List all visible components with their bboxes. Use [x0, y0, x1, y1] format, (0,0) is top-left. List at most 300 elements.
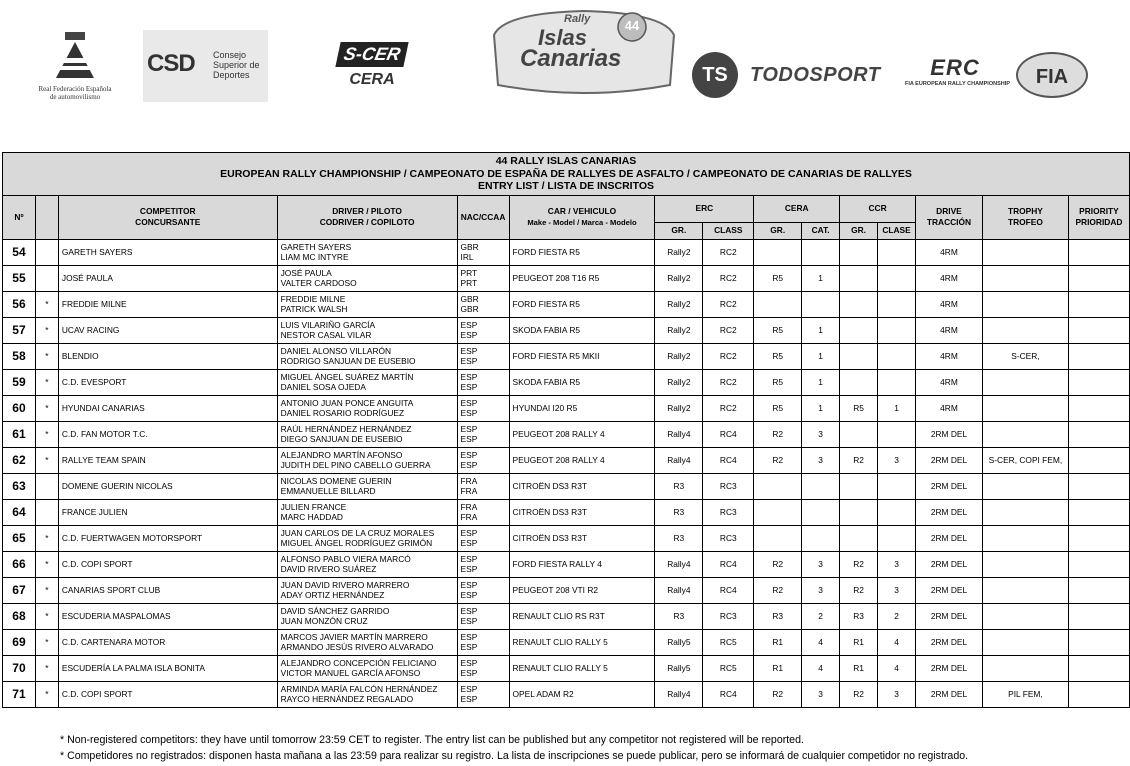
codriver-nationality: FRA	[460, 512, 478, 522]
priority	[1068, 473, 1129, 499]
codriver-name: ARMANDO JESÚS RIVERO ALVARADO	[280, 642, 434, 652]
driver-nationality: ESP	[460, 684, 478, 694]
ccr-class: 4	[878, 629, 916, 655]
competitor-name: C.D. EVESPORT	[58, 369, 277, 395]
competitor-label-en: COMPETITOR	[139, 206, 196, 216]
erc-mark: ERC	[930, 55, 980, 80]
erc-class: RC5	[703, 655, 754, 681]
car-model: FORD FIESTA RALLY 4	[509, 551, 655, 577]
trophy	[982, 473, 1068, 499]
erc-group: R3	[655, 525, 703, 551]
csd-line-2: Superior de	[213, 60, 260, 70]
drive-type: 2RM DEL	[916, 603, 983, 629]
footnote-english: * Non-registered competitors: they have until tomorrow 23:59 CET to register. The entry list can be published but any competitor not registered will be reported.	[60, 734, 804, 746]
car-model: FORD FIESTA R5	[509, 291, 655, 317]
crew-cell	[277, 473, 457, 499]
codriver-nationality: ESP	[460, 642, 478, 652]
competitor-name: UCAV RACING	[58, 317, 277, 343]
codriver-nationality: ESP	[460, 668, 478, 678]
cera-group	[754, 291, 802, 317]
drive-type: 2RM DEL	[916, 577, 983, 603]
col-header-car	[509, 195, 655, 239]
priority	[1068, 291, 1129, 317]
priority	[1068, 603, 1129, 629]
car-model: PEUGEOT 208 RALLY 4	[509, 421, 655, 447]
rally-top-word: Rally	[564, 13, 591, 25]
table-row	[3, 343, 1130, 369]
col-header-registration-mark	[35, 195, 58, 239]
codriver-name: JUAN MONZÓN CRUZ	[280, 616, 368, 626]
driver-name: DANIEL ALONSO VILLARÓN	[280, 346, 392, 356]
crew-cell	[277, 681, 457, 707]
ccr-group: R5	[840, 395, 878, 421]
trophy	[982, 577, 1068, 603]
cera-group: R2	[754, 447, 802, 473]
erc-group: R3	[655, 603, 703, 629]
registration-mark: *	[35, 655, 58, 681]
driver-nationality: ESP	[460, 658, 478, 668]
priority-label-en: PRIORITY	[1079, 206, 1119, 216]
table-row	[3, 603, 1130, 629]
driver-name: GARETH SAYERS	[280, 242, 352, 252]
trophy	[982, 421, 1068, 447]
codriver-name: LIAM MC INTYRE	[280, 252, 349, 262]
competitor-name: JOSÉ PAULA	[58, 265, 277, 291]
table-row	[3, 447, 1130, 473]
trophy	[982, 395, 1068, 421]
cera-category: 1	[802, 395, 840, 421]
cera-group	[754, 473, 802, 499]
driver-nationality: ESP	[460, 346, 478, 356]
car-model: SKODA FABIA R5	[509, 369, 655, 395]
priority	[1068, 681, 1129, 707]
driver-nationality: ESP	[460, 632, 478, 642]
priority	[1068, 499, 1129, 525]
drive-type: 4RM	[916, 265, 983, 291]
trophy: PIL FEM,	[982, 681, 1068, 707]
registration-mark	[35, 265, 58, 291]
car-model: PEUGEOT 208 T16 R5	[509, 265, 655, 291]
competitor-name: CANARIAS SPORT CLUB	[58, 577, 277, 603]
car-model: CITROËN DS3 R3T	[509, 473, 655, 499]
erc-class: RC4	[703, 681, 754, 707]
codriver-label: CODRIVER / COPILOTO	[319, 217, 415, 227]
crew-cell	[277, 603, 457, 629]
col-header-erc: ERC	[655, 195, 754, 222]
ccr-group: R1	[840, 629, 878, 655]
registration-mark: *	[35, 395, 58, 421]
driver-nationality: ESP	[460, 528, 478, 538]
entry-list-table	[2, 152, 1130, 708]
priority	[1068, 577, 1129, 603]
codriver-nationality: ESP	[460, 564, 478, 574]
competitor-name: ESCUDERÍA LA PALMA ISLA BONITA	[58, 655, 277, 681]
driver-name: JUAN CARLOS DE LA CRUZ MORALES	[280, 528, 435, 538]
codriver-name: MARC HADDAD	[280, 512, 343, 522]
driver-nationality: ESP	[460, 606, 478, 616]
trophy	[982, 265, 1068, 291]
cera-group: R5	[754, 369, 802, 395]
codriver-nationality: ESP	[460, 538, 478, 548]
ccr-class	[878, 499, 916, 525]
table-row	[3, 577, 1130, 603]
drive-type: 2RM DEL	[916, 551, 983, 577]
priority	[1068, 525, 1129, 551]
csd-abbr: CSD	[147, 50, 195, 77]
competitor-name: FREDDIE MILNE	[58, 291, 277, 317]
competitor-name: RALLYE TEAM SPAIN	[58, 447, 277, 473]
crew-cell	[277, 629, 457, 655]
table-row	[3, 395, 1130, 421]
car-model: FORD FIESTA R5 MKII	[509, 343, 655, 369]
ccr-group: R3	[840, 603, 878, 629]
cera-category: 1	[802, 343, 840, 369]
priority	[1068, 655, 1129, 681]
drive-type: 2RM DEL	[916, 499, 983, 525]
crew-cell	[277, 317, 457, 343]
drive-type: 4RM	[916, 369, 983, 395]
entry-number: 55	[3, 265, 36, 291]
car-model: RENAULT CLIO RS R3T	[509, 603, 655, 629]
codriver-nationality: ESP	[460, 590, 478, 600]
table-row	[3, 369, 1130, 395]
nationality-cell	[457, 447, 509, 473]
rally-canarias-word: Canarias	[520, 45, 622, 72]
ccr-class	[878, 473, 916, 499]
ccr-class: 3	[878, 551, 916, 577]
trophy	[982, 525, 1068, 551]
car-label: CAR / VEHICULO	[547, 206, 617, 216]
entry-list-title: ENTRY LIST / LISTA DE INSCRITOS	[478, 180, 654, 192]
ccr-class	[878, 291, 916, 317]
registration-mark: *	[35, 291, 58, 317]
trophy	[982, 603, 1068, 629]
driver-name: LUIS VILARIÑO GARCÍA	[280, 320, 376, 330]
nationality-cell	[457, 551, 509, 577]
registration-mark	[35, 473, 58, 499]
codriver-name: RAYCO HERNÁNDEZ REGALADO	[280, 694, 414, 704]
col-header-ccr: CCR	[840, 195, 916, 222]
trophy	[982, 499, 1068, 525]
col-header-erc-class: CLASS	[703, 222, 754, 239]
priority	[1068, 343, 1129, 369]
entry-number: 58	[3, 343, 36, 369]
drive-type: 2RM DEL	[916, 681, 983, 707]
erc-group: Rally2	[655, 343, 703, 369]
erc-class: RC2	[703, 369, 754, 395]
ccr-class: 1	[878, 395, 916, 421]
nationality-cell	[457, 629, 509, 655]
erc-group: Rally4	[655, 421, 703, 447]
ccr-group	[840, 291, 878, 317]
nationality-cell	[457, 343, 509, 369]
ccr-class	[878, 239, 916, 265]
registration-mark: *	[35, 525, 58, 551]
crew-cell	[277, 265, 457, 291]
crew-cell	[277, 551, 457, 577]
todosport-logo	[692, 52, 897, 100]
cera-group: R2	[754, 421, 802, 447]
erc-class: RC3	[703, 473, 754, 499]
crew-cell	[277, 655, 457, 681]
erc-class: RC4	[703, 447, 754, 473]
table-row	[3, 681, 1130, 707]
cera-group: R5	[754, 265, 802, 291]
rfea-text-1: Real Federación Española	[38, 85, 112, 93]
cera-category: 3	[802, 551, 840, 577]
table-row	[3, 317, 1130, 343]
driver-nationality: PRT	[460, 268, 478, 278]
col-header-competitor	[58, 195, 277, 239]
registration-mark: *	[35, 603, 58, 629]
ts-circle-mark: TS	[692, 52, 738, 98]
entry-number: 66	[3, 551, 36, 577]
drive-type: 4RM	[916, 317, 983, 343]
col-header-erc-group: GR.	[655, 222, 703, 239]
driver-name: ALEJANDRO CONCEPCIÓN FELICIANO	[280, 658, 437, 668]
car-model: PEUGEOT 208 RALLY 4	[509, 447, 655, 473]
erc-subtitle: FIA EUROPEAN RALLY CHAMPIONSHIP	[905, 81, 1010, 87]
codriver-nationality: ESP	[460, 434, 478, 444]
drive-type: 2RM DEL	[916, 655, 983, 681]
col-header-cera-group: GR.	[754, 222, 802, 239]
ccr-group	[840, 369, 878, 395]
sponsor-logo-bar	[0, 0, 1130, 150]
car-model: CITROËN DS3 R3T	[509, 499, 655, 525]
ccr-class	[878, 421, 916, 447]
drive-label-es: TRACCIÓN	[926, 217, 972, 227]
entry-number: 54	[3, 239, 36, 265]
registration-mark: *	[35, 681, 58, 707]
registration-mark: *	[35, 629, 58, 655]
fia-mark: FIA	[1016, 52, 1088, 98]
codriver-name: DIEGO SANJUAN DE EUSEBIO	[280, 434, 403, 444]
ccr-group	[840, 343, 878, 369]
competitor-name: C.D. CARTENARA MOTOR	[58, 629, 277, 655]
trophy: S-CER, COPI FEM,	[982, 447, 1068, 473]
cera-group: R5	[754, 395, 802, 421]
competitor-name: C.D. COPI SPORT	[58, 681, 277, 707]
table-row	[3, 551, 1130, 577]
erc-class: RC4	[703, 421, 754, 447]
driver-name: ALEJANDRO MARTÍN AFONSO	[280, 450, 403, 460]
erc-group: R3	[655, 499, 703, 525]
car-model: CITROËN DS3 R3T	[509, 525, 655, 551]
priority	[1068, 369, 1129, 395]
ccr-class	[878, 317, 916, 343]
crew-cell	[277, 525, 457, 551]
driver-name: MIGUEL ÁNGEL SUÁREZ MARTÍN	[280, 372, 414, 382]
driver-name: JULIEN FRANCE	[280, 502, 347, 512]
rfea-logo	[30, 30, 120, 100]
driver-name: JUAN DAVID RIVERO MARRERO	[280, 580, 410, 590]
nationality-cell	[457, 265, 509, 291]
erc-group: Rally2	[655, 317, 703, 343]
nationality-cell	[457, 421, 509, 447]
codriver-nationality: ESP	[460, 408, 478, 418]
codriver-name: ADAY ORTIZ HERNÁNDEZ	[280, 590, 385, 600]
priority	[1068, 551, 1129, 577]
driver-nationality: GBR	[460, 294, 479, 304]
trophy-label-es: TROFEO	[1007, 217, 1043, 227]
col-header-cera: CERA	[754, 195, 840, 222]
trophy	[982, 317, 1068, 343]
col-header-nationality: NAC/CCAA	[457, 195, 509, 239]
nationality-cell	[457, 577, 509, 603]
drive-type: 4RM	[916, 395, 983, 421]
erc-group: Rally2	[655, 395, 703, 421]
entry-number: 62	[3, 447, 36, 473]
priority	[1068, 265, 1129, 291]
nationality-cell	[457, 603, 509, 629]
ccr-class: 3	[878, 681, 916, 707]
driver-nationality: ESP	[460, 424, 478, 434]
ccr-class: 2	[878, 603, 916, 629]
registration-mark: *	[35, 577, 58, 603]
col-header-drive	[916, 195, 983, 239]
codriver-nationality: FRA	[460, 486, 478, 496]
ccr-class: 3	[878, 447, 916, 473]
ccr-group: R2	[840, 681, 878, 707]
priority	[1068, 395, 1129, 421]
registration-mark	[35, 239, 58, 265]
nationality-cell	[457, 655, 509, 681]
crew-cell	[277, 499, 457, 525]
cera-mark: CERA	[349, 71, 395, 88]
codriver-nationality: ESP	[460, 330, 478, 340]
ccr-group	[840, 421, 878, 447]
registration-mark	[35, 499, 58, 525]
cera-group: R2	[754, 551, 802, 577]
trophy-label-en: TROPHY	[1007, 206, 1043, 216]
codriver-nationality: ESP	[460, 356, 478, 366]
codriver-name: PATRICK WALSH	[280, 304, 348, 314]
erc-class: RC3	[703, 499, 754, 525]
ccr-class: 4	[878, 655, 916, 681]
cera-category: 4	[802, 655, 840, 681]
ccr-group	[840, 499, 878, 525]
competitor-name: GARETH SAYERS	[58, 239, 277, 265]
table-row	[3, 291, 1130, 317]
nationality-cell	[457, 525, 509, 551]
codriver-name: NESTOR CASAL VILAR	[280, 330, 372, 340]
erc-group: Rally2	[655, 291, 703, 317]
entry-number: 56	[3, 291, 36, 317]
col-header-ccr-group: GR.	[840, 222, 878, 239]
registration-mark: *	[35, 551, 58, 577]
cera-group	[754, 499, 802, 525]
rally-islas-word: Islas	[538, 25, 587, 50]
erc-class: RC3	[703, 603, 754, 629]
driver-label: DRIVER / PILOTO	[332, 206, 402, 216]
cera-category	[802, 525, 840, 551]
table-row	[3, 525, 1130, 551]
codriver-name: JUDITH DEL PINO CABELLO GUERRA	[280, 460, 431, 470]
competitor-label-es: CONCURSANTE	[135, 217, 201, 227]
cera-category: 4	[802, 629, 840, 655]
crew-cell	[277, 291, 457, 317]
erc-group: Rally2	[655, 239, 703, 265]
priority	[1068, 629, 1129, 655]
cera-category: 3	[802, 681, 840, 707]
erc-logo	[905, 55, 1010, 101]
crew-cell	[277, 395, 457, 421]
rally-44-badge: 44	[624, 18, 640, 33]
entry-number: 57	[3, 317, 36, 343]
trophy	[982, 629, 1068, 655]
ccr-group	[840, 239, 878, 265]
driver-nationality: ESP	[460, 580, 478, 590]
driver-name: ALFONSO PABLO VIERA MARCÓ	[280, 554, 411, 564]
competitor-name: ESCUDERIA MASPALOMAS	[58, 603, 277, 629]
table-row	[3, 421, 1130, 447]
fia-logo	[1016, 52, 1092, 100]
codriver-name: VICTOR MANUEL GARCÍA AFONSO	[280, 668, 421, 678]
championship-title: EUROPEAN RALLY CHAMPIONSHIP / CAMPEONATO DE ESPAÑA DE RALLYES DE ASFALTO / CAMPEONATO DE CANARIAS DE RALLYES	[220, 167, 912, 180]
table-row	[3, 655, 1130, 681]
ccr-class	[878, 343, 916, 369]
priority	[1068, 239, 1129, 265]
cera-group: R5	[754, 343, 802, 369]
nationality-cell	[457, 317, 509, 343]
competitor-name: HYUNDAI CANARIAS	[58, 395, 277, 421]
nationality-cell	[457, 473, 509, 499]
rfea-emblem-icon	[30, 30, 120, 80]
drive-type: 2RM DEL	[916, 447, 983, 473]
driver-nationality: ESP	[460, 398, 478, 408]
ccr-class: 3	[878, 577, 916, 603]
entry-number: 67	[3, 577, 36, 603]
entry-number: 63	[3, 473, 36, 499]
col-header-priority	[1068, 195, 1129, 239]
car-model: RENAULT CLIO RALLY 5	[509, 655, 655, 681]
erc-group: R3	[655, 473, 703, 499]
table-row	[3, 473, 1130, 499]
cera-group: R1	[754, 655, 802, 681]
codriver-nationality: ESP	[460, 460, 478, 470]
erc-group: Rally2	[655, 265, 703, 291]
scer-mark: S-CER	[335, 42, 408, 67]
cera-category	[802, 239, 840, 265]
trophy	[982, 239, 1068, 265]
driver-name: JOSÉ PAULA	[280, 268, 332, 278]
csd-logo	[143, 30, 268, 102]
col-header-driver	[277, 195, 457, 239]
erc-group: Rally4	[655, 577, 703, 603]
erc-class: RC2	[703, 239, 754, 265]
competitor-name: DOMENE GUERIN NICOLAS	[58, 473, 277, 499]
drive-type: 4RM	[916, 239, 983, 265]
entry-number: 65	[3, 525, 36, 551]
col-header-trophy	[982, 195, 1068, 239]
registration-mark: *	[35, 317, 58, 343]
erc-group: Rally4	[655, 681, 703, 707]
drive-type: 4RM	[916, 291, 983, 317]
nationality-cell	[457, 395, 509, 421]
col-header-cera-category: CAT.	[802, 222, 840, 239]
driver-nationality: FRA	[460, 476, 478, 486]
competitor-name: FRANCE JULIEN	[58, 499, 277, 525]
cera-category: 1	[802, 369, 840, 395]
cera-group: R3	[754, 603, 802, 629]
cera-category: 2	[802, 603, 840, 629]
competitor-name: C.D. FUERTWAGEN MOTORSPORT	[58, 525, 277, 551]
priority	[1068, 447, 1129, 473]
codriver-name: DANIEL ROSARIO RODRÍGUEZ	[280, 408, 405, 418]
trophy	[982, 551, 1068, 577]
erc-class: RC2	[703, 317, 754, 343]
car-model: PEUGEOT 208 VTI R2	[509, 577, 655, 603]
